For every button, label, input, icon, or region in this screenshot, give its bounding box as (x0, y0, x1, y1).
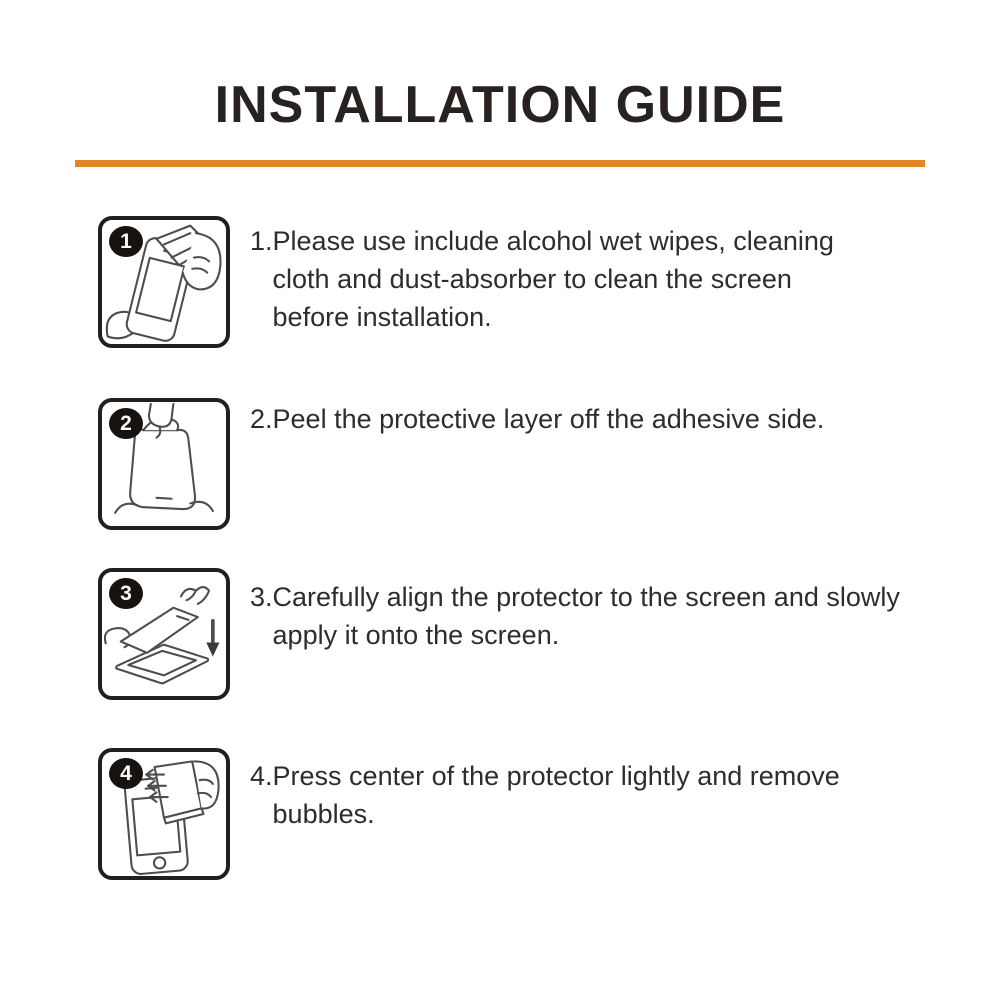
protective-film (130, 429, 195, 509)
step-3-text: Carefully align the protector to the screen and slowly apply it onto the screen. (272, 582, 900, 650)
step-4-number-badge: 4 (109, 758, 143, 789)
step-2-caption (250, 400, 970, 438)
finger-two (196, 587, 209, 604)
step-1-number-badge: 1 (109, 226, 143, 257)
step-4-text: Press center of the protector lightly and remove bubbles. (272, 761, 840, 829)
accent-divider (75, 160, 925, 167)
step-3-number-label: 3. (250, 582, 273, 612)
thumb-right (190, 502, 213, 511)
pinching-fingers (149, 404, 173, 427)
left-arrows-icon (146, 770, 168, 802)
step-4-number-label: 4. (250, 761, 273, 791)
step-1-number-label: 1. (250, 226, 273, 256)
step-2-number-label: 2. (250, 404, 273, 434)
step-1-illustration-box (98, 216, 230, 348)
step-3-illustration-box (98, 568, 230, 700)
finger-one (181, 589, 196, 600)
step-4-caption (250, 757, 900, 833)
page-title: INSTALLATION GUIDE (214, 76, 786, 134)
step-2-text: Peel the protective layer off the adhesive side. (272, 404, 825, 434)
thumb-left (115, 504, 138, 513)
step-3-number-badge: 3 (109, 578, 143, 609)
step-4-illustration-box (98, 748, 230, 880)
step-2-illustration-box (98, 398, 230, 530)
step-3-caption (250, 578, 922, 654)
step-2-number-badge: 2 (109, 408, 143, 439)
step-1-text: Please use include alcohol wet wipes, cleaning cloth and dust-absorber to clean the screen before installation. (272, 226, 834, 332)
step-1-caption (250, 222, 870, 336)
